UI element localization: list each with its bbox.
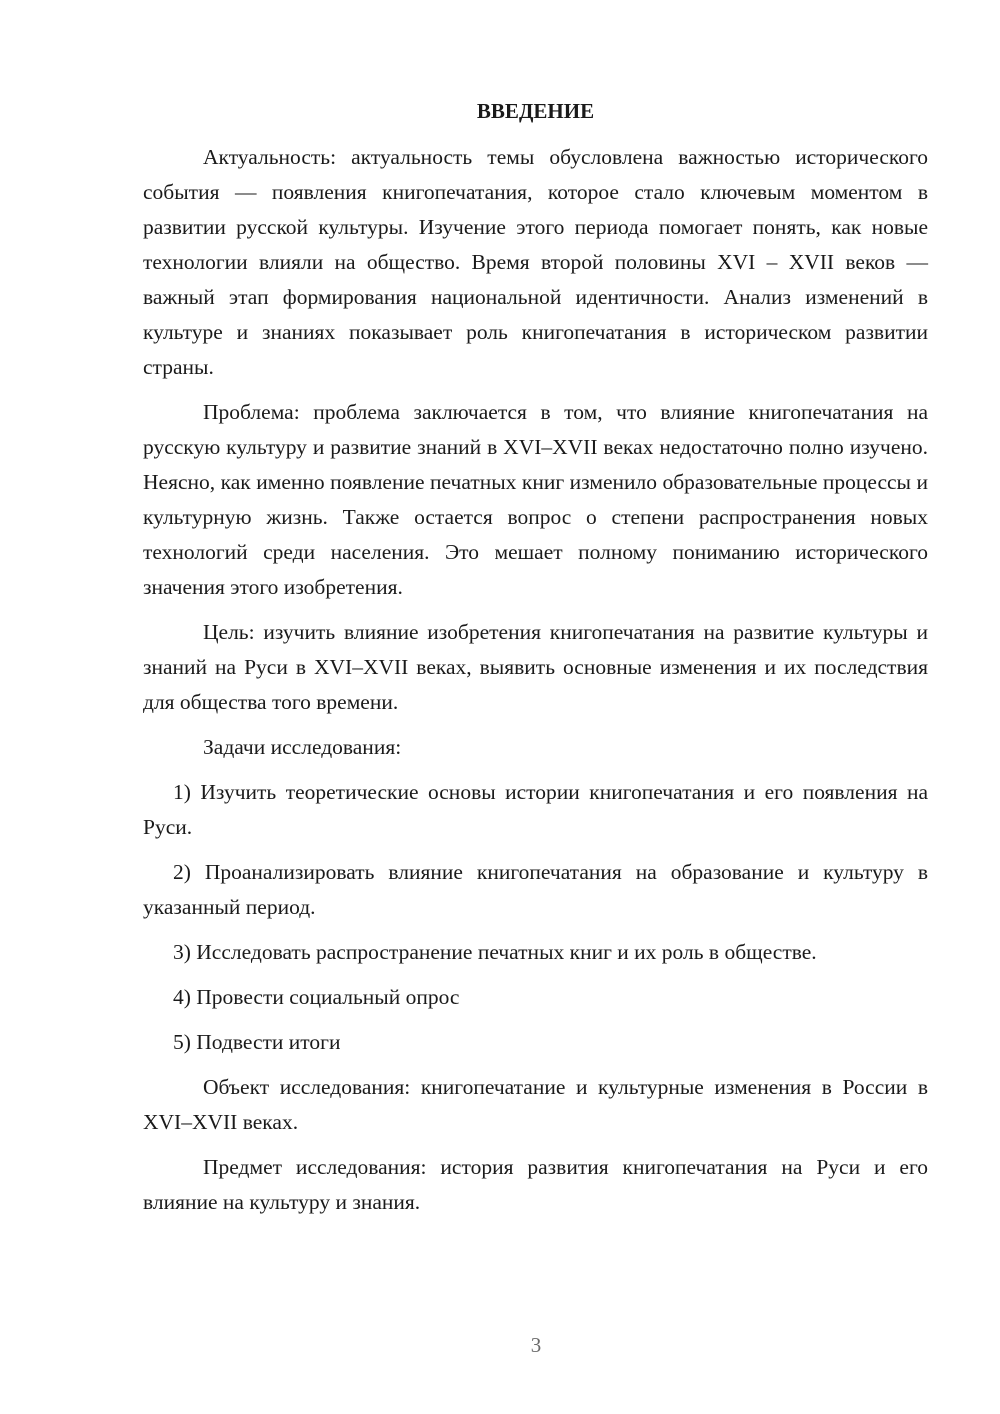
task-item-3: 3) Исследовать распространение печатных книг и их роль в обществе. [173, 940, 817, 964]
page-content [143, 96, 928, 1230]
object-paragraph: Объект исследования: книгопечатание и культурные изменения в России в XVI–XVII веках. [143, 1075, 928, 1134]
task-item-1: 1) Изучить теоретические основы истории книгопечатания и его появления на Руси. [143, 780, 928, 839]
page-number: 3 [530, 1333, 542, 1357]
problem-paragraph: Проблема: проблема заключается в том, что влияние книгопечатания на русскую культуру и развитие знаний в XVI–XVII веках недостаточно полно изучено. Неясно, как именно появление печатных книг изменило образовательные процессы и культурную жизнь. Также остается вопрос о степени распространения новых технологий среди населения. Это мешает полному пониманию исторического значения этого изобретения. [143, 400, 928, 599]
section-title: ВВЕДЕНИЕ [476, 99, 595, 123]
task-item-5: 5) Подвести итоги [173, 1030, 341, 1054]
relevance-paragraph: Актуальность: актуальность темы обусловлена важностью исторического события — появления книгопечатания, которое стало ключевым моментом в развитии русской культуры. Изучение этого периода помогает понять, как новые технологии влияли на общество. Время второй половины XVI – XVII веков — важный этап формирования национальной идентичности. Анализ изменений в культуре и знаниях показывает роль книгопечатания в историческом развитии страны. [143, 145, 928, 379]
tasks-heading: Задачи исследования: [203, 735, 402, 759]
task-item-2: 2) Проанализировать влияние книгопечатания на образование и культуру в указанный период. [143, 860, 928, 919]
task-item-4: 4) Провести социальный опрос [173, 985, 460, 1009]
subject-paragraph: Предмет исследования: история развития книгопечатания на Руси и его влияние на культуру и знания. [143, 1155, 928, 1214]
goal-paragraph: Цель: изучить влияние изобретения книгопечатания на развитие культуры и знаний на Руси в XVI–XVII веках, выявить основные изменения и их последствия для общества того времени. [143, 620, 928, 714]
